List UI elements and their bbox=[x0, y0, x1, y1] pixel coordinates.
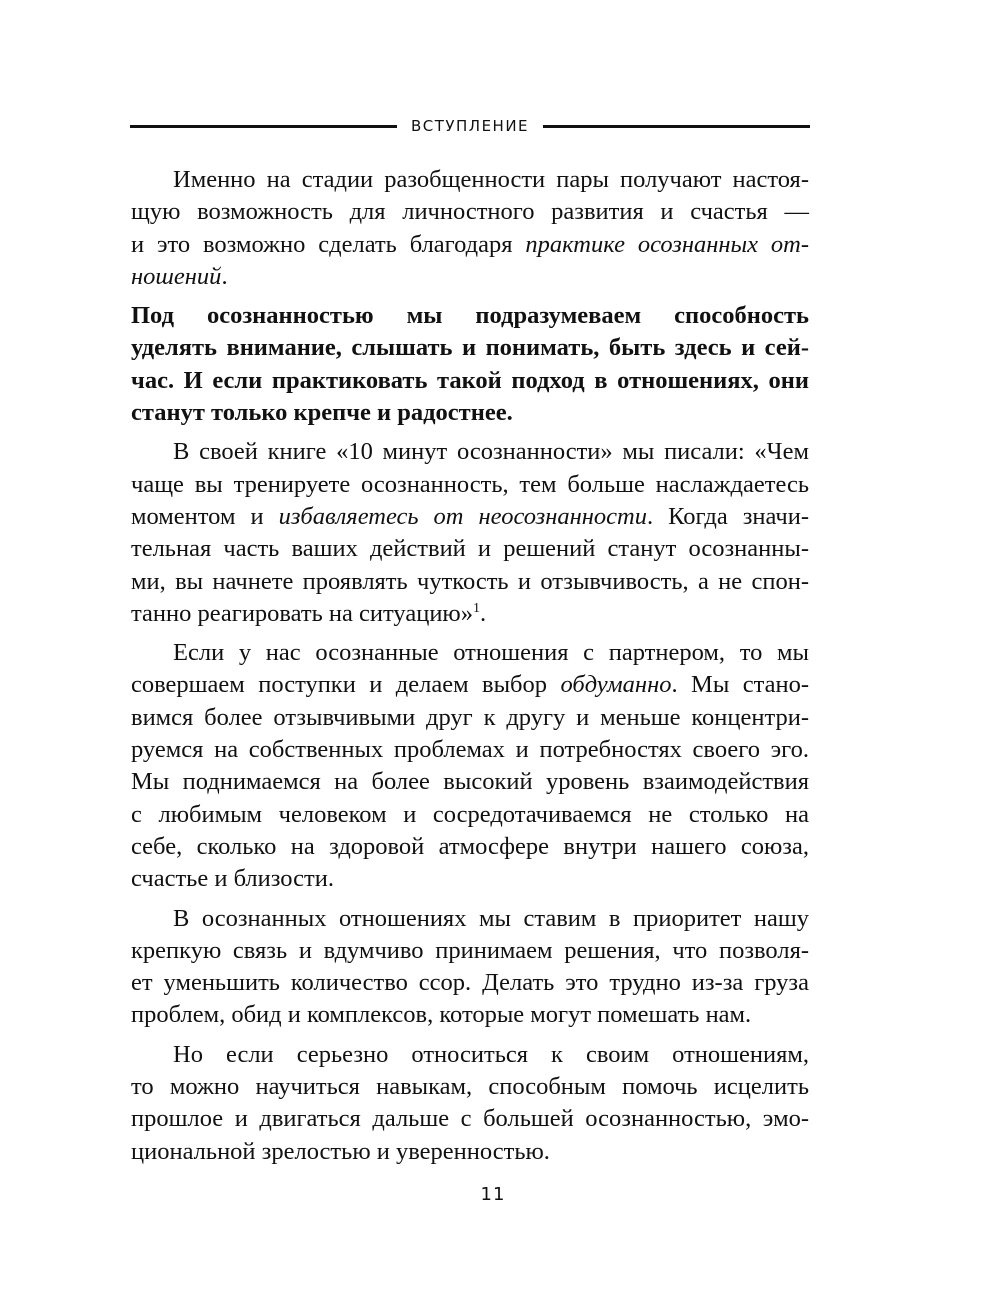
text-line: крепкую связь и вдумчиво принимаем решения, что позволя- bbox=[131, 936, 809, 964]
paragraph-5 bbox=[131, 903, 809, 1032]
paragraph-6 bbox=[131, 1039, 809, 1168]
text-line: Но если серьезно относиться к своим отношениям, bbox=[173, 1040, 809, 1068]
text-line: прошлое и двигаться дальше с большей осознанностью, эмо- bbox=[131, 1105, 809, 1133]
paragraph-1 bbox=[131, 164, 809, 293]
text-line: В осознанных отношениях мы ставим в приоритет нашу bbox=[173, 904, 809, 932]
text-line: тельная часть ваших действий и решений станут осознанны- bbox=[131, 535, 809, 563]
text-line: руемся на собственных проблемах и потребностях своего эго. bbox=[131, 736, 809, 764]
text-line: циональной зрелостью и уверенностью. bbox=[131, 1137, 550, 1165]
text-line: счастье и близости. bbox=[131, 865, 334, 893]
footnote-marker: 1 bbox=[472, 600, 480, 616]
emphasis: обдуманно bbox=[560, 671, 672, 699]
text-line: щую возможность для личностного развития и счастья — bbox=[131, 198, 809, 226]
running-header bbox=[130, 114, 810, 138]
header-rule-left bbox=[130, 125, 397, 128]
text-line: час. И если практиковать такой подход в отношениях, они bbox=[131, 366, 809, 394]
body-text bbox=[131, 164, 809, 1175]
emphasis: ношений bbox=[131, 262, 222, 290]
text-line: ношений. bbox=[131, 262, 228, 290]
paragraph-4 bbox=[131, 637, 809, 895]
text-line: и это возможно сделать благодаря практике осознанных от- bbox=[131, 230, 809, 258]
page-number: 11 bbox=[480, 1184, 506, 1205]
text-line: с любимым человеком и сосредотачиваемся не столько на bbox=[131, 800, 809, 828]
text-line: вимся более отзывчивыми друг к другу и меньше концентри- bbox=[131, 703, 809, 731]
paragraph-2-bold bbox=[131, 300, 809, 429]
text-line: Если у нас осознанные отношения с партнером, то мы bbox=[173, 639, 809, 667]
text-line: ет уменьшить количество ссор. Делать это трудно из-за груза bbox=[131, 969, 809, 997]
text-line: чаще вы тренируете осознанность, тем больше наслаждаетесь bbox=[131, 470, 809, 498]
text-line: В своей книге «10 минут осознанности» мы писали: «Чем bbox=[173, 438, 809, 466]
text-line: танно реагировать на ситуацию»$^1$. bbox=[131, 599, 487, 627]
text-line: то можно научиться навыкам, способным помочь исцелить bbox=[131, 1073, 809, 1101]
text-line: совершаем поступки и делаем выбор обдуманно. Мы стано- bbox=[131, 671, 809, 699]
text-line: Именно на стадии разобщенности пары получают настоя- bbox=[173, 166, 809, 193]
emphasis: практике осознанных от- bbox=[525, 230, 809, 258]
text-line: уделять внимание, слышать и понимать, быть здесь и сей- bbox=[131, 334, 809, 362]
text-line: себе, сколько на здоровой атмосфере внутри нашего союза, bbox=[131, 832, 809, 860]
text-line: Мы поднимаемся на более высокий уровень взаимодействия bbox=[131, 768, 809, 796]
paragraph-3 bbox=[131, 436, 809, 630]
emphasis: избавляетесь от неосознанности bbox=[278, 502, 647, 530]
text-line: ми, вы начнете проявлять чуткость и отзывчивость, а не спон- bbox=[131, 567, 809, 595]
text-line: моментом и избавляетесь от неосознанности. Когда значи- bbox=[131, 502, 809, 530]
chapter-title: ВСТУПЛЕНИЕ bbox=[410, 117, 530, 135]
text-line: станут только крепче и радостнее. bbox=[131, 399, 513, 427]
header-rule-right bbox=[543, 125, 810, 128]
text-line: Под осознанностью мы подразумеваем способность bbox=[131, 302, 809, 330]
text-line: проблем, обид и комплексов, которые могут помешать нам. bbox=[131, 1001, 752, 1029]
